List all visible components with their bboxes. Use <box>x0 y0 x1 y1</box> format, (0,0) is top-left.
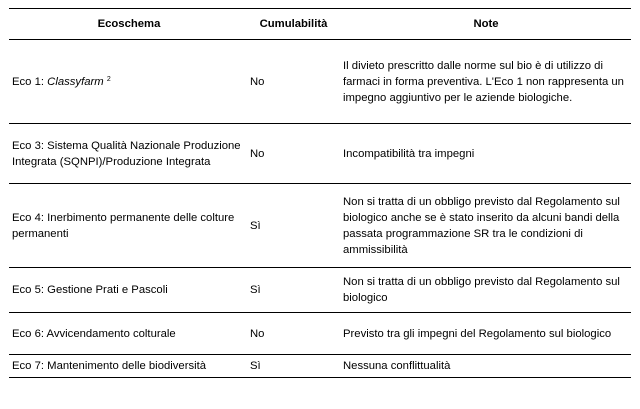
ecoschemi-table <box>9 8 631 378</box>
eco-cell: Eco 6: Avvicendamento colturale <box>12 327 176 340</box>
note-cell: Non si tratta di un obbligo previsto dal Regolamento sul biologico anche se è stato inserito da alcuni bandi della passata programmazione SR tra le condizioni di ammissibilità <box>343 195 620 256</box>
cumulabilita-cell: No <box>250 147 265 160</box>
note-cell: Incompatibilità tra impegni <box>343 147 475 160</box>
eco-italic-name: Classyfarm <box>47 75 104 88</box>
cumulabilita-cell: Sì <box>250 219 261 232</box>
cumulabilita-cell: No <box>250 75 265 88</box>
note-cell: Non si tratta di un obbligo previsto dal Regolamento sul biologico <box>343 276 620 304</box>
eco-cell: Eco 3: Sistema Qualità Nazionale Produzione Integrata (SQNPI)/Produzione Integrata <box>12 139 241 168</box>
cumulabilita-cell: No <box>250 327 265 340</box>
note-cell: Previsto tra gli impegni del Regolamento sul biologico <box>343 327 612 340</box>
note-cell: Il divieto prescritto dalle norme sul bio è di utilizzo di farmaci in forma preventiva. L'Eco 1 non rappresenta un impegno aggiuntivo per le aziende biologiche. <box>343 59 624 104</box>
header-row <box>9 9 631 40</box>
table-row <box>9 184 631 268</box>
eco-cell: Eco 5: Gestione Prati e Pascoli <box>12 284 168 296</box>
table-row <box>9 124 631 184</box>
header-ecoschema: Ecoschema <box>97 18 161 30</box>
footnote-marker: 2 <box>106 75 111 83</box>
note-cell: Nessuna conflittualità <box>343 360 451 372</box>
header-note: Note <box>473 18 499 30</box>
table-row <box>9 355 631 378</box>
eco-cell: Eco 7: Mantenimento delle biodiversità <box>12 360 207 372</box>
table-row <box>9 40 631 124</box>
header-cumulabilita: Cumulabilità <box>259 18 328 30</box>
table-row <box>9 268 631 313</box>
table-row <box>9 313 631 355</box>
eco-cell: Eco 4: Inerbimento permanente delle colture permanenti <box>12 211 235 240</box>
cumulabilita-cell: Sì <box>250 284 261 296</box>
eco-prefix: Eco 1: <box>12 75 48 88</box>
cumulabilita-cell: Sì <box>250 360 261 372</box>
eco-cell <box>9 40 246 124</box>
